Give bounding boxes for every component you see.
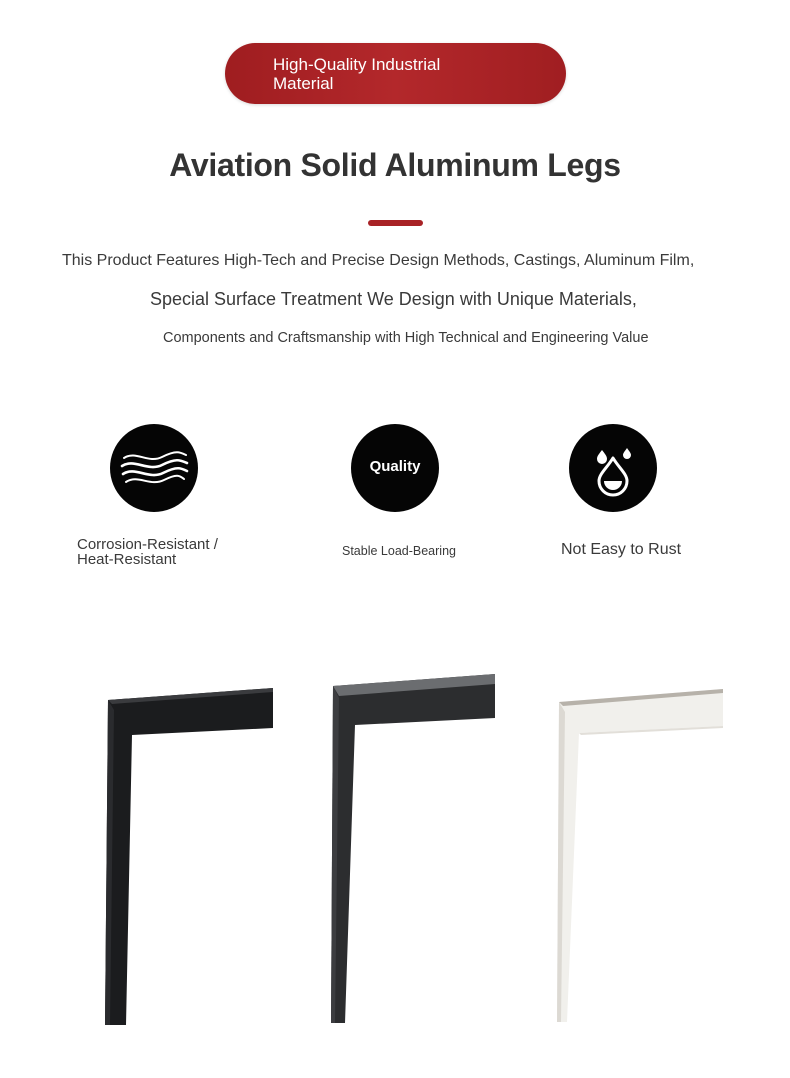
description-line-3: Components and Craftsmanship with High Technical and Engineering Value xyxy=(163,330,649,346)
wind-waves-icon xyxy=(110,424,198,512)
badge-label: High-Quality Industrial Material xyxy=(273,55,441,93)
description-line-1: This Product Features High-Tech and Precise Design Methods, Castings, Aluminum Film, xyxy=(62,252,695,269)
black-leg-image xyxy=(100,680,280,1030)
dark-grey-leg-image xyxy=(325,668,500,1028)
feature-label-corrosion: Corrosion-Resistant / Heat-Resistant xyxy=(77,536,218,568)
description-line-2: Special Surface Treatment We Design with Unique Materials, xyxy=(150,289,637,309)
quality-icon-text: Quality xyxy=(369,458,421,475)
feature-label-load: Stable Load-Bearing xyxy=(342,544,456,558)
white-leg-image xyxy=(553,684,728,1026)
water-drop-icon xyxy=(569,424,657,512)
page-title: Aviation Solid Aluminum Legs xyxy=(169,147,621,183)
title-underline xyxy=(368,220,423,226)
material-badge xyxy=(225,43,566,104)
quality-icon xyxy=(351,424,439,512)
feature-label-rust: Not Easy to Rust xyxy=(561,541,682,558)
